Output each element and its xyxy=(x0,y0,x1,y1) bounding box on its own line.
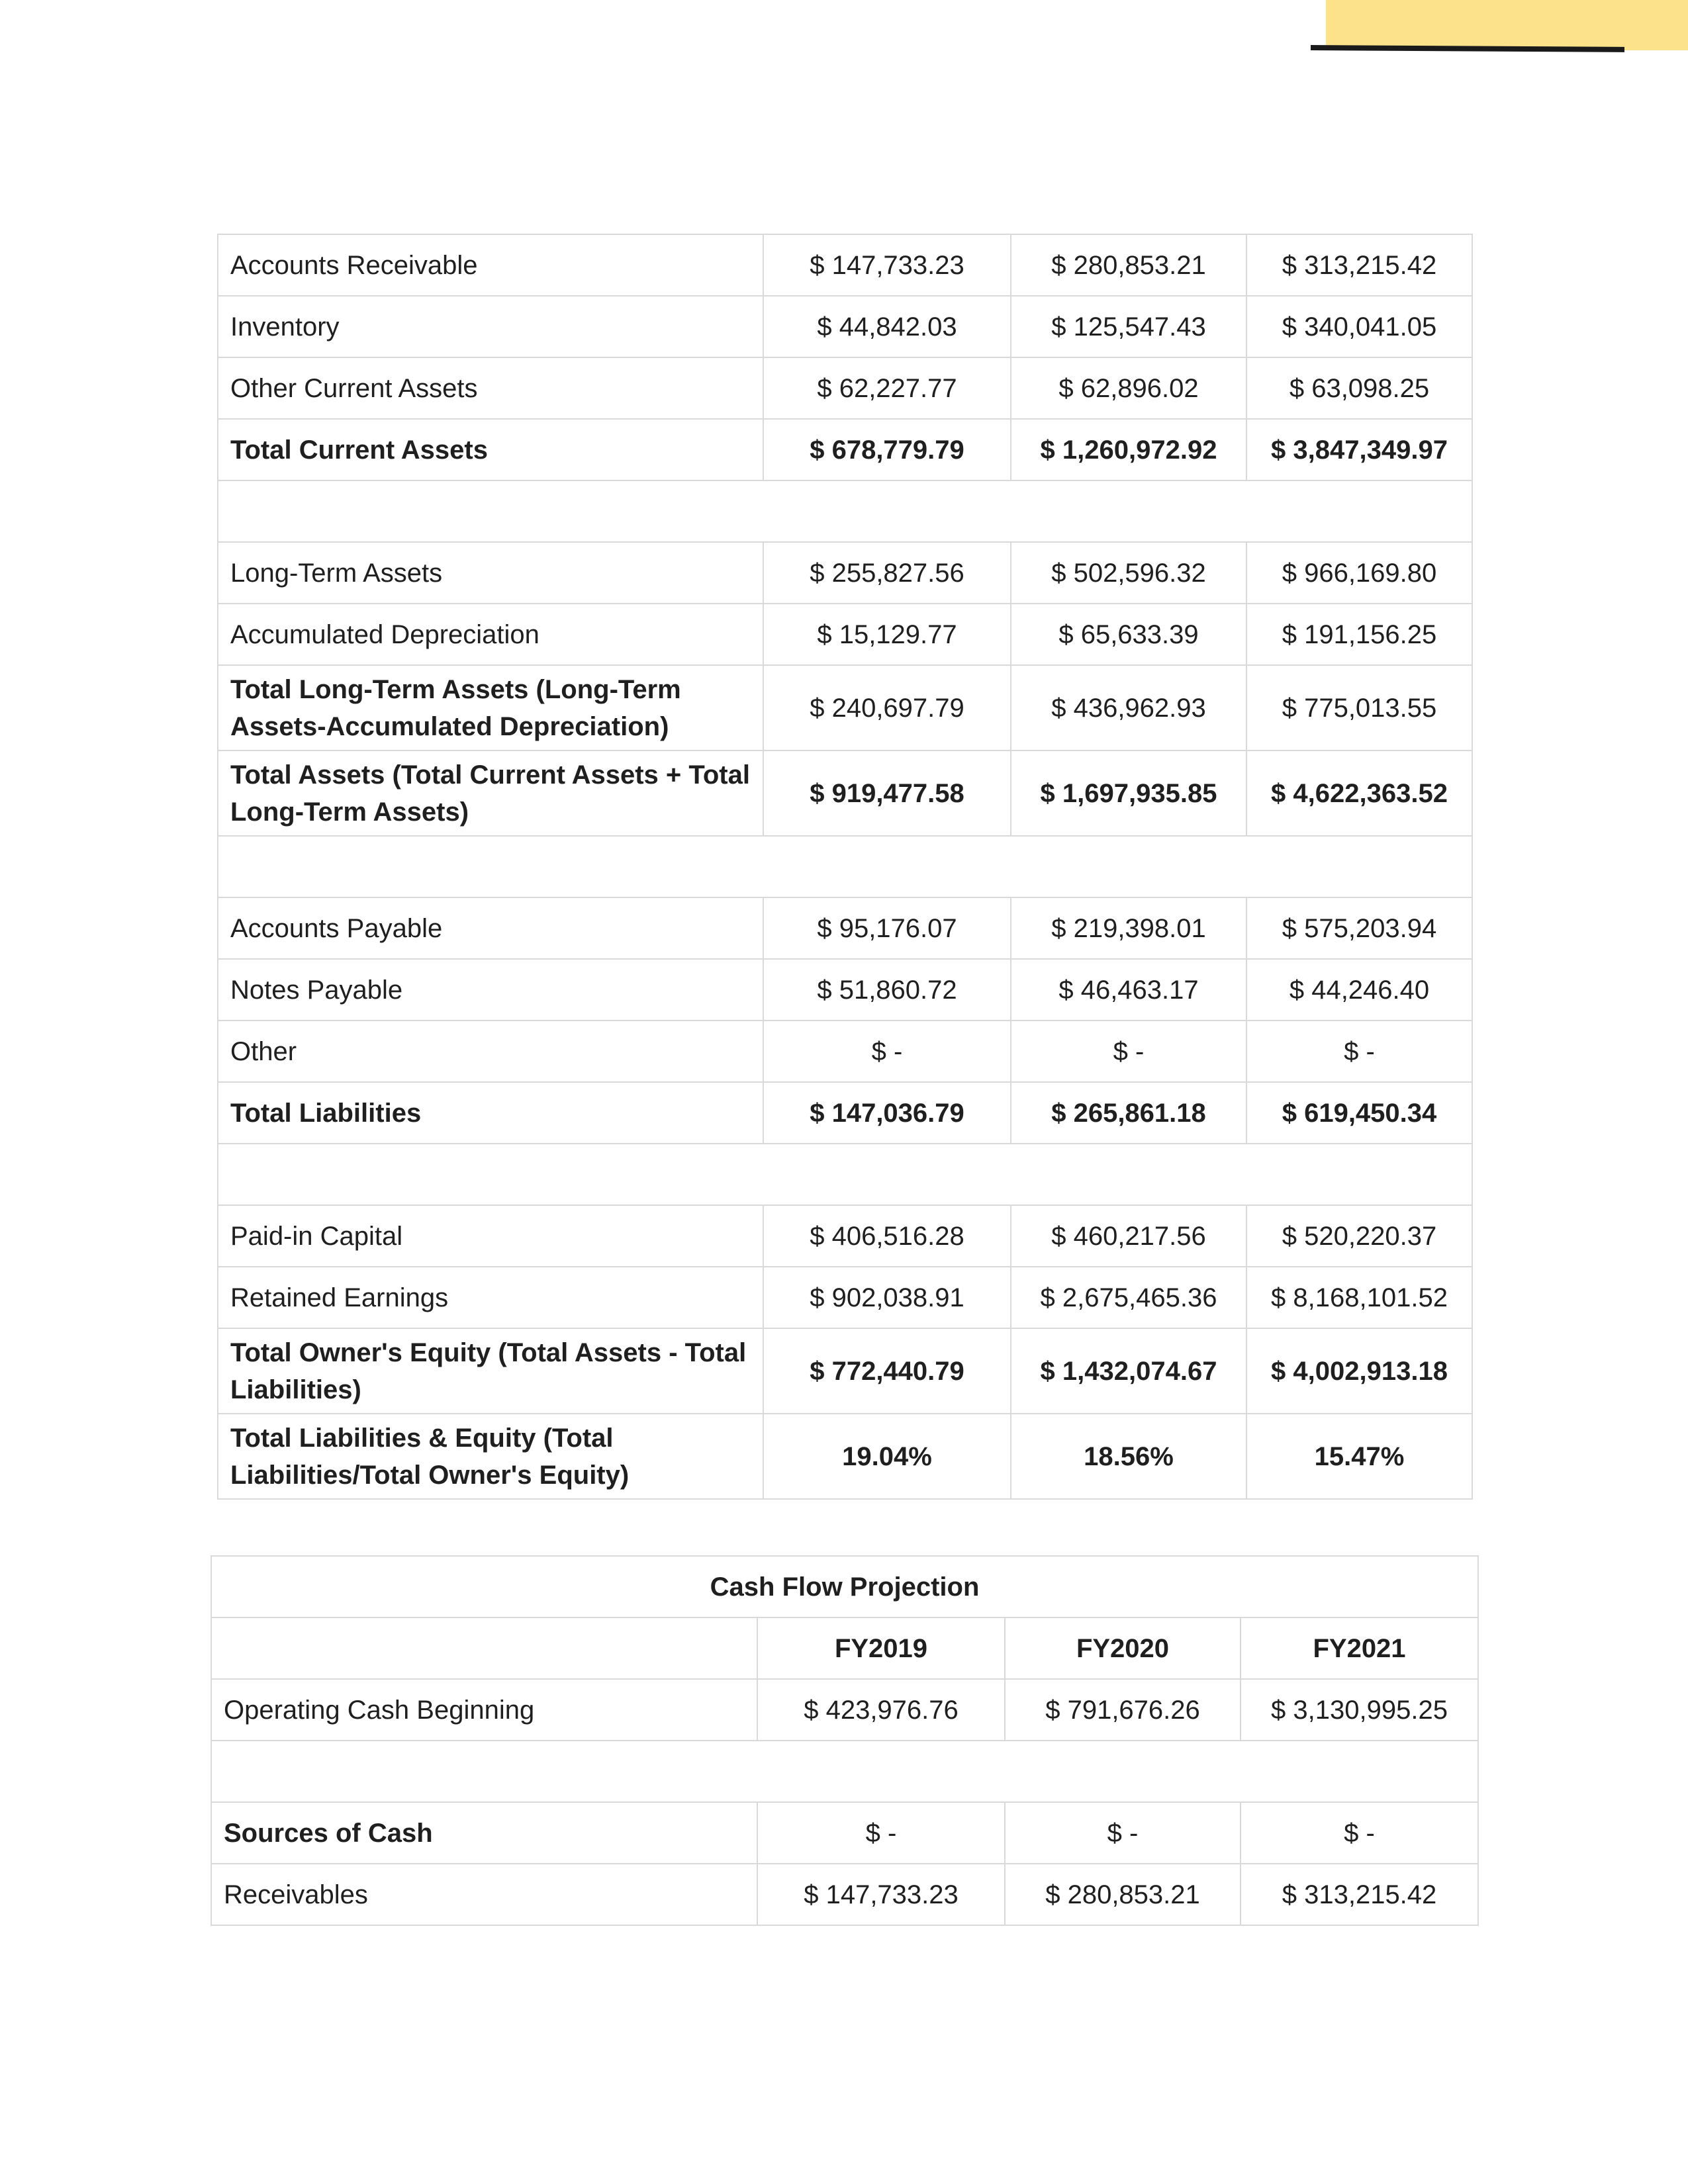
row-label: Accumulated Depreciation xyxy=(218,604,763,665)
cell-value: $ 63,098.25 xyxy=(1246,357,1472,419)
cell-value: $ 1,697,935.85 xyxy=(1011,751,1246,836)
table-row xyxy=(218,1021,1472,1082)
cell-value: $ 423,976.76 xyxy=(757,1679,1005,1741)
cell-value: $ 15,129.77 xyxy=(763,604,1011,665)
decorative-yellow-tab xyxy=(1326,0,1688,50)
spacer-row xyxy=(218,1144,1472,1205)
balance-sheet-table xyxy=(217,234,1473,1500)
table-row xyxy=(218,357,1472,419)
table-row xyxy=(218,959,1472,1021)
cell-value: $ 2,675,465.36 xyxy=(1011,1267,1246,1328)
cell-value: $ - xyxy=(757,1802,1005,1864)
spacer-row xyxy=(211,1741,1478,1802)
table-row xyxy=(218,542,1472,604)
row-label: Other xyxy=(218,1021,763,1082)
cell-value: $ 619,450.34 xyxy=(1246,1082,1472,1144)
table-row xyxy=(218,1267,1472,1328)
cell-value: $ 147,036.79 xyxy=(763,1082,1011,1144)
row-label: Total Current Assets xyxy=(218,419,763,480)
cell-value: 18.56% xyxy=(1011,1414,1246,1499)
cell-value: $ 62,896.02 xyxy=(1011,357,1246,419)
row-label: Total Liabilities xyxy=(218,1082,763,1144)
header-empty-cell xyxy=(211,1617,757,1679)
cell-value: $ - xyxy=(1246,1021,1472,1082)
row-label: Retained Earnings xyxy=(218,1267,763,1328)
cell-value: $ 51,860.72 xyxy=(763,959,1011,1021)
row-label: Total Owner's Equity (Total Assets - Total Liabilities) xyxy=(218,1328,763,1414)
cell-value: $ 255,827.56 xyxy=(763,542,1011,604)
table-row xyxy=(211,1864,1478,1925)
cell-value: $ 95,176.07 xyxy=(763,897,1011,959)
cell-value: $ 575,203.94 xyxy=(1246,897,1472,959)
row-label: Paid-in Capital xyxy=(218,1205,763,1267)
cell-value: $ 147,733.23 xyxy=(757,1864,1005,1925)
column-header: FY2020 xyxy=(1005,1617,1241,1679)
cell-value: $ 3,847,349.97 xyxy=(1246,419,1472,480)
table-title-row xyxy=(211,1556,1478,1617)
cell-value: $ 1,260,972.92 xyxy=(1011,419,1246,480)
table-row-total xyxy=(218,751,1472,836)
table-row xyxy=(211,1802,1478,1864)
cell-value: $ 8,168,101.52 xyxy=(1246,1267,1472,1328)
spacer-cell xyxy=(218,480,1472,542)
row-label: Accounts Payable xyxy=(218,897,763,959)
cell-value: $ 313,215.42 xyxy=(1241,1864,1478,1925)
table-title: Cash Flow Projection xyxy=(211,1556,1478,1617)
row-label: Long-Term Assets xyxy=(218,542,763,604)
cell-value: $ 240,697.79 xyxy=(763,665,1011,751)
spacer-cell xyxy=(211,1741,1478,1802)
cell-value: $ 340,041.05 xyxy=(1246,296,1472,357)
cell-value: $ 791,676.26 xyxy=(1005,1679,1241,1741)
row-label: Total Liabilities & Equity (Total Liabilities/Total Owner's Equity) xyxy=(218,1414,763,1499)
cell-value: $ 62,227.77 xyxy=(763,357,1011,419)
cell-value: $ 775,013.55 xyxy=(1246,665,1472,751)
cell-value: $ 460,217.56 xyxy=(1011,1205,1246,1267)
cash-flow-table xyxy=(211,1555,1479,1926)
row-label: Inventory xyxy=(218,296,763,357)
row-label: Receivables xyxy=(211,1864,757,1925)
row-label: Accounts Receivable xyxy=(218,234,763,296)
table-row-total xyxy=(218,665,1472,751)
cell-value: $ 436,962.93 xyxy=(1011,665,1246,751)
table-row-total xyxy=(218,1328,1472,1414)
cell-value: $ 678,779.79 xyxy=(763,419,1011,480)
table-row xyxy=(218,604,1472,665)
cell-value: $ - xyxy=(1011,1021,1246,1082)
cell-value: $ 191,156.25 xyxy=(1246,604,1472,665)
row-label: Sources of Cash xyxy=(211,1802,757,1864)
cell-value: $ - xyxy=(763,1021,1011,1082)
cell-value: $ 520,220.37 xyxy=(1246,1205,1472,1267)
table-row xyxy=(218,1205,1472,1267)
table-row xyxy=(211,1679,1478,1741)
spacer-cell xyxy=(218,1144,1472,1205)
cell-value: $ 46,463.17 xyxy=(1011,959,1246,1021)
column-header: FY2019 xyxy=(757,1617,1005,1679)
cell-value: $ 125,547.43 xyxy=(1011,296,1246,357)
spacer-cell xyxy=(218,836,1472,897)
cell-value: $ 3,130,995.25 xyxy=(1241,1679,1478,1741)
table-row-total xyxy=(218,419,1472,480)
table-header-row xyxy=(211,1617,1478,1679)
table-row-total xyxy=(218,1414,1472,1499)
column-header: FY2021 xyxy=(1241,1617,1478,1679)
cell-value: $ 4,622,363.52 xyxy=(1246,751,1472,836)
cell-value: $ 44,246.40 xyxy=(1246,959,1472,1021)
row-label: Other Current Assets xyxy=(218,357,763,419)
row-label: Total Long-Term Assets (Long-Term Assets-Accumulated Depreciation) xyxy=(218,665,763,751)
table-row-total xyxy=(218,1082,1472,1144)
table-row xyxy=(218,234,1472,296)
cell-value: $ 406,516.28 xyxy=(763,1205,1011,1267)
cell-value: $ 280,853.21 xyxy=(1005,1864,1241,1925)
cell-value: $ 265,861.18 xyxy=(1011,1082,1246,1144)
table-row xyxy=(218,296,1472,357)
cell-value: $ 313,215.42 xyxy=(1246,234,1472,296)
cell-value: 15.47% xyxy=(1246,1414,1472,1499)
row-label: Notes Payable xyxy=(218,959,763,1021)
cell-value: $ 147,733.23 xyxy=(763,234,1011,296)
cell-value: $ 902,038.91 xyxy=(763,1267,1011,1328)
cell-value: 19.04% xyxy=(763,1414,1011,1499)
cell-value: $ 502,596.32 xyxy=(1011,542,1246,604)
cell-value: $ 4,002,913.18 xyxy=(1246,1328,1472,1414)
cell-value: $ 919,477.58 xyxy=(763,751,1011,836)
cell-value: $ 280,853.21 xyxy=(1011,234,1246,296)
decorative-underline xyxy=(1311,45,1624,52)
cell-value: $ 966,169.80 xyxy=(1246,542,1472,604)
cell-value: $ 44,842.03 xyxy=(763,296,1011,357)
spacer-row xyxy=(218,480,1472,542)
cell-value: $ - xyxy=(1005,1802,1241,1864)
row-label: Total Assets (Total Current Assets + Total Long-Term Assets) xyxy=(218,751,763,836)
row-label: Operating Cash Beginning xyxy=(211,1679,757,1741)
cell-value: $ 1,432,074.67 xyxy=(1011,1328,1246,1414)
cell-value: $ - xyxy=(1241,1802,1478,1864)
table-row xyxy=(218,897,1472,959)
cell-value: $ 772,440.79 xyxy=(763,1328,1011,1414)
spacer-row xyxy=(218,836,1472,897)
cell-value: $ 219,398.01 xyxy=(1011,897,1246,959)
cell-value: $ 65,633.39 xyxy=(1011,604,1246,665)
